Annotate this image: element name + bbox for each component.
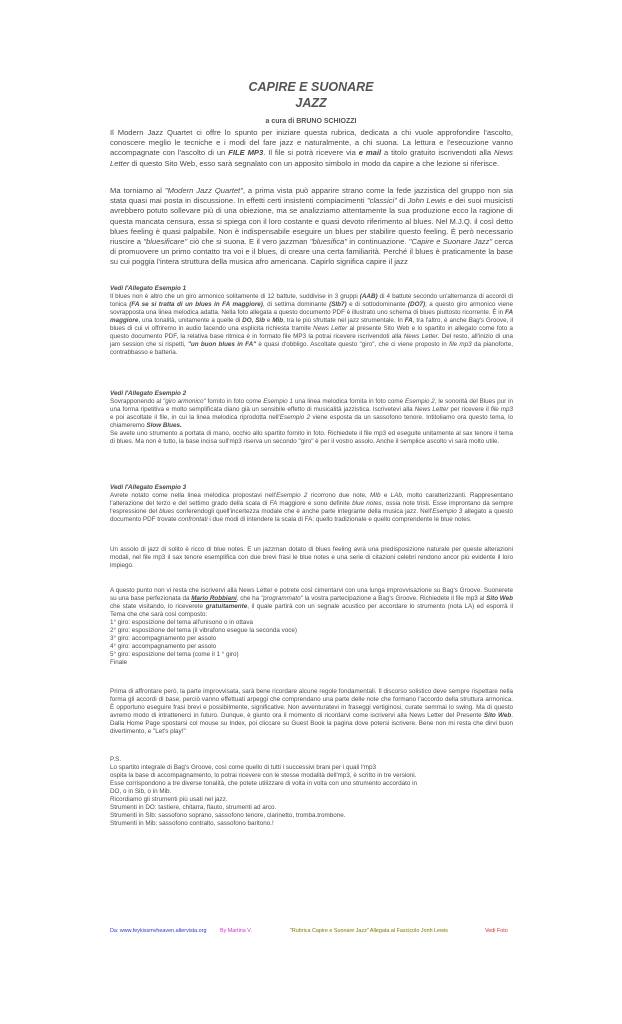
ps-line: ospita la base di accompagnamento, lo potrai ricevere con le stesse modalità dell'mp3, è scritto in tre versioni. bbox=[110, 772, 417, 780]
ps-line: DO, o in Sib, o in Mib. bbox=[110, 788, 172, 796]
ps-line: Ricordiamo gli strumenti più usati nel jazz. bbox=[110, 796, 228, 804]
list-item: 1° giro: esposizione del tema all'unisono o in ottava bbox=[110, 619, 254, 627]
postscript bbox=[110, 756, 513, 828]
section-example-1 bbox=[110, 285, 513, 357]
ps-line: Lo spartito integrale di Bag's Groove, così come quello di tutti i successivi brani per i quali l'mp3 bbox=[110, 764, 376, 772]
list-item: 4° giro: accompagnamento per assolo bbox=[110, 643, 217, 651]
closing-paragraph: Prima di affrontare però, la parte improvvisata, sarà bene ricordare alcune regole fondamentali. Il discorso solistico deve sempre rispettare nella forma gli accordi di base, perciò vanno effettuati arpeggi che comprendano una parte delle note che formano l'accordo della struttura armonica. È opportuno eseguire frasi brevi e possibilmente, significative. Non avventuratevi in fraseggi vertiginosi, curate semmai lo swing. Ma di questo avremo modo di intrattenerci in futuro. Dunque, è giunto ora il momento di ricordarvi come iscrivervi alla News Letter del Presente Sito Web. Dalla Home Page spostarsi col mouse su Index, poi cliccare su Guest Book la pagina dove potersi iscrivere. Bene non mi resta che dirvi buon divertimento, e "Let's play!" bbox=[110, 688, 513, 736]
footer bbox=[110, 928, 513, 938]
example-3-text-2: Un assolo di jazz di solito è ricco di blue notes. E un jazzman dotato di blues feeling avrà una predisposizione naturale per queste alterazioni modali, nel file mp3 il sax tenore esemplifica con due brevi frasi le blue notes e una serie di citazioni celebri rendono ancor più evidente il loro impiego. bbox=[110, 546, 513, 570]
list-item: 2° giro: esposizione del tema (il vibrafono esegue la seconda voce) bbox=[110, 627, 297, 635]
example-3-heading: Vedi l'Allegato Esempio 3 bbox=[110, 484, 187, 491]
example-1-text: Il blues non è altro che un giro armonico solitamente di 12 battute, suddivise in 3 gruppi (AAB) di 4 battute secondo un'alternanza di accordi di tonica (FA se si tratta di un blues in FA maggiore), di settima dominante (SIb7) e di sottodominante (DO7); a questo giro armonico viene sovrapposta una linea melodica adatta. Nella foto allegata a questo documento PDF è illustrato uno schema di blues piuttosto ricorrente. È in FA maggiore, una tonalità, unitamente a quelle di DO, Sib e Mib, tra le più sfruttate nel jazz strumentale. In FA, tra l'altro, è anche Bag's Groove, il blues di cui vi offriremo in audio facendo una esplicita richiesta tramite News Letter al presente Sito Web e lo spartito in allegato come foto a questo documento PDF, la relativa base ritmica è in formato file MP3 la potrai ricevere iscrivendoti alla News Letter. Del resto, all'inizio di una jam session che si rispetti, "un buon blues in FA" è quasi d'obbligo. Ascoltate questo "giro", che ci viene proposto in file mp3 da pianoforte, contrabbasso e batteria. bbox=[110, 293, 514, 357]
footer-author: By Martina V. bbox=[220, 928, 252, 934]
byline: a cura di BRUNO SCHIOZZI bbox=[265, 118, 357, 125]
ps-line: Strumenti in Mib: sassofono contralto, sassofono baritono.! bbox=[110, 820, 274, 828]
page-title-line1: CAPIRE E SUONARE bbox=[248, 80, 374, 94]
section-example-3 bbox=[110, 484, 513, 524]
ps-line: Esse corrispondono a tre diverse tonalità, che potete utilizzare di volta in volta con uno strumento accordato in bbox=[110, 780, 417, 788]
intro-paragraph-2: Ma torniamo al "Modern Jazz Quartet", a prima vista può apparire strano come la fede jazzistica del gruppo non sia stata quasi mai posta in discussione. In effetti certi insistenti compiacimenti "classici" di John Lewis e dei suoi musicisti avrebbero potuto sollevare più di una obiezione, ma se analizziamo attentamente la sua produzione ecco la ragione di questa mancata censura, essa si spiega con il loro costante e quasi devoto riferimento al blues. Nel M.J.Q. il così detto blues feeling è quasi palpabile. Non è indispensabile eseguire un blues per stabilire questo feeling. È però necessario riuscire a "bluesificare" ciò che si suona. E il vero jazzman "bluesifica" in continuazione. "Capire e Suonare Jazz" cerca di promuovere un primo contatto tra voi e il blues, di creare una certa familiarità. Perché il blues è praticamente la base su cui poggia l'intera struttura della musica afro americana. Capirlo significa capire il jazz bbox=[110, 186, 514, 267]
example-2-text: Sovrapponendo al "giro armonico" fornito in foto come Esempio 1 una linea melodica fornita in foto come Esempio 2, le sonorità del Blues pur in una forma ripetitiva e molto semplificata diano già un sensibile effetto di musicalità jazzistica. Iscrivetevi alla News Letter per ricevere il file mp3 e poi ascoltate il file, in cui la linea melodica riprodotta nell'Esempio 2 viene esposta da un sassofono tenore. Intitoliamo ora questo tema, lo chiameremo Slow Blues. bbox=[110, 398, 513, 430]
list-item: Finale bbox=[110, 659, 128, 667]
list-item: 3° giro: accompagnamento per assolo bbox=[110, 635, 217, 643]
list-item: 5° giro: esposizione del tema (come il 1 ° giro) bbox=[110, 651, 239, 659]
intro-paragraph-1: Il Modern Jazz Quartet ci offre lo spunto per iniziare questa rubrica, dedicata a chi vuole approfondire l'ascolto, conoscere meglio le tecniche e i modi del fare jazz e naturalmente, a chi suona. La lettura e l'esecuzione vanno accompagnate con l'ascolto di un FILE MP3. Il file si potrà ricevere via e mail a titolo gratuito iscrivendoti alla News Letter di questo Sito Web, esso sarà segnalato con un apposito simbolo in modo da capire a che lezione si riferisce. bbox=[110, 128, 513, 168]
bags-groove-text: A questo punto non vi resta che iscrivervi alla News Letter e potrete così cimentarvi con una lunga improvvisazione su Bag's Groove. Suonerete su una base perfezionata da Mario Robbiani, che ha "programmato" la vostra partecipazione a Bag's Groove. Richiedete il file mp3 al Sito Web che state visitando, lo riceverete gratuitamente, il quale partirà con un segnale acustico per accordare lo strumento (nota LA) ed esporrà il Tema che che sarà così composto: bbox=[110, 587, 514, 619]
page-title-line2: JAZZ bbox=[295, 96, 327, 110]
ps-line: Strumenti in SIb: sassofono soprano, sassofono tenore, clarinetto, tromba.trombone. bbox=[110, 812, 346, 820]
example-3-text: Avrete notato come nella linea melodica propostavi nell'Esempio 2 ricorrono due note, MIb e LAb, molto caratterizzanti. Rappresentano l'alterazione del terzo e del settimo grado della scala di FA maggiore e sono definite blue notes, ossia note tristi. Esse improntano da sempre l'espressione del blues conferendogli quell'incertezza modale che è anche parte integrante della musica jazz. Nell'Esempio 3 allegato a questo documento PDF trovate confrontati i due modi di intendere la scala di FA: quello tradizionale e quello comprendente le blue notes. bbox=[110, 492, 513, 524]
footer-site-link[interactable]: Da: www.feykissmvheaven.altervista.org bbox=[110, 928, 207, 934]
footer-rubrica: "Rubrica Capire e Suonare Jazz" Allegata al Fascicolo Jonh Lewis bbox=[290, 928, 448, 934]
ps-line: Strumenti in DO: tastiere, chitarra, flauto, strumenti ad arco. bbox=[110, 804, 277, 812]
example-2-heading: Vedi l'Allegato Esempio 2 bbox=[110, 390, 187, 397]
example-2-text-2: Se avete uno strumento a portata di mano, occhio allo spartito fornito in foto. Richiedete il file mp3 ed eseguite unitamente al sax tenore il tema di blues. Ma non è tutto, la base incisa sull'mp3 riserva un secondo "giro" è per il vostro assolo. Anche il semplice ascolto vi sarà molto utile. bbox=[110, 430, 513, 446]
ps-line: P.S. bbox=[110, 756, 122, 763]
footer-photo-note: Vedi Foto bbox=[485, 928, 508, 934]
section-bags-groove bbox=[110, 587, 513, 667]
section-example-2 bbox=[110, 390, 513, 446]
example-1-heading: Vedi l'Allegato Esempio 1 bbox=[110, 285, 187, 292]
